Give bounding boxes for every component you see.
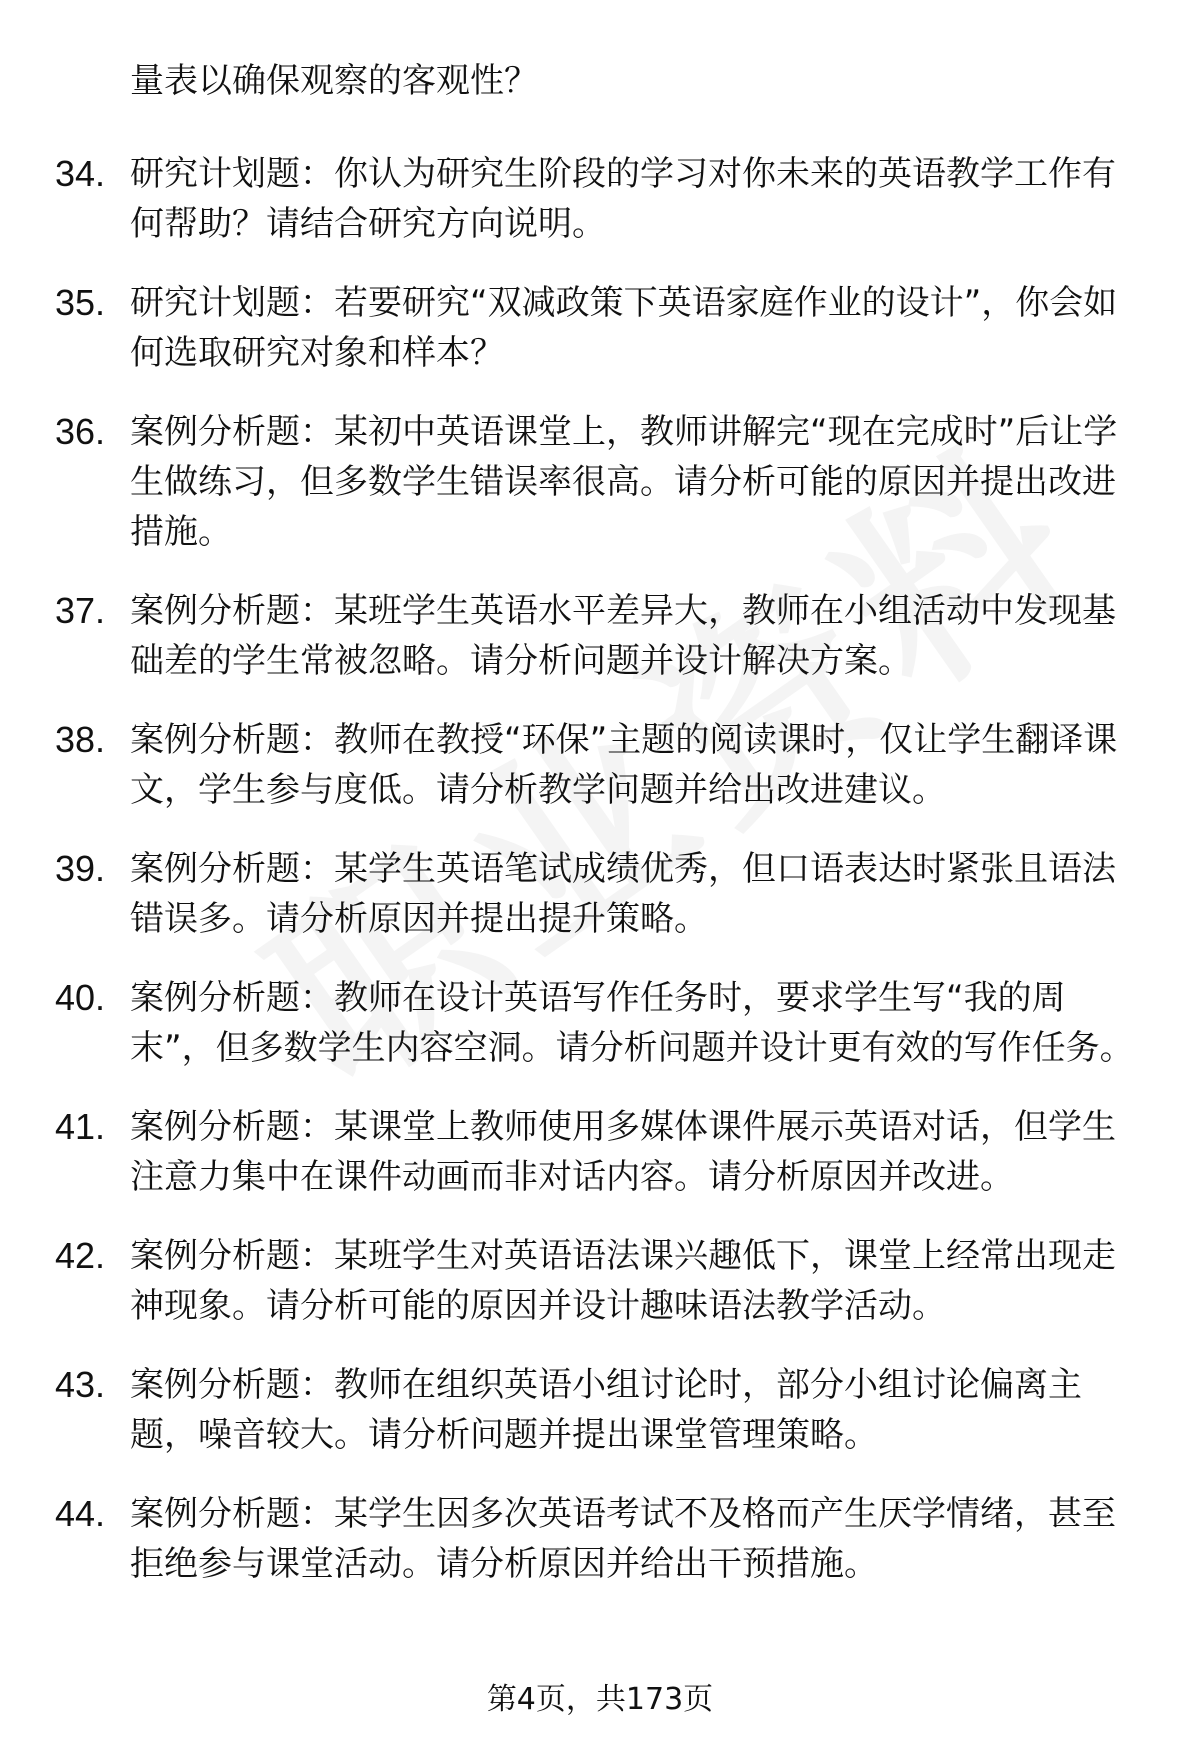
question-item bbox=[0, 149, 1200, 249]
question-item bbox=[0, 586, 1200, 686]
question-number: 43. bbox=[55, 1364, 106, 1405]
question-number: 36. bbox=[55, 411, 106, 452]
question-text: 案例分析题：教师在设计英语写作任务时，要求学生写“我的周末”，但多数学生内容空洞。请分析问题并设计更有效的写作任务。 bbox=[130, 978, 1134, 1068]
question-item bbox=[0, 844, 1200, 944]
question-number: 34. bbox=[55, 153, 106, 194]
question-number: 35. bbox=[55, 282, 106, 323]
question-item bbox=[0, 715, 1200, 815]
question-number: 42. bbox=[55, 1235, 106, 1276]
question-list bbox=[0, 56, 1200, 1618]
question-text: 案例分析题：某班学生对英语语法课兴趣低下，课堂上经常出现走神现象。请分析可能的原因并设计趣味语法教学活动。 bbox=[130, 1236, 1116, 1326]
page-number: 第4页，共173页 bbox=[486, 1682, 714, 1717]
question-continuation: 量表以确保观察的客观性？ bbox=[130, 61, 538, 101]
question-item bbox=[0, 278, 1200, 378]
question-number: 38. bbox=[55, 719, 106, 760]
question-text: 研究计划题：你认为研究生阶段的学习对你未来的英语教学工作有何帮助？请结合研究方向说明。 bbox=[130, 154, 1116, 244]
question-item bbox=[0, 1360, 1200, 1460]
question-number: 39. bbox=[55, 848, 106, 889]
question-item bbox=[0, 1102, 1200, 1202]
question-item bbox=[0, 973, 1200, 1073]
question-text: 案例分析题：教师在教授“环保”主题的阅读课时，仅让学生翻译课文，学生参与度低。请分析教学问题并给出改进建议。 bbox=[130, 720, 1118, 810]
question-number: 37. bbox=[55, 590, 106, 631]
question-number: 44. bbox=[55, 1493, 106, 1534]
question-text: 案例分析题：某初中英语课堂上，教师讲解完“现在完成时”后让学生做练习，但多数学生错误率很高。请分析可能的原因并提出改进措施。 bbox=[130, 412, 1118, 552]
question-text: 案例分析题：某班学生英语水平差异大，教师在小组活动中发现基础差的学生常被忽略。请分析问题并设计解决方案。 bbox=[130, 591, 1116, 681]
question-text: 案例分析题：某学生英语笔试成绩优秀，但口语表达时紧张且语法错误多。请分析原因并提出提升策略。 bbox=[130, 849, 1116, 939]
question-item bbox=[0, 1231, 1200, 1331]
question-text: 研究计划题：若要研究“双减政策下英语家庭作业的设计”，你会如何选取研究对象和样本？ bbox=[130, 283, 1118, 373]
question-number: 41. bbox=[55, 1106, 106, 1147]
question-number: 40. bbox=[55, 977, 106, 1018]
question-item bbox=[0, 407, 1200, 557]
question-text: 案例分析题：教师在组织英语小组讨论时，部分小组讨论偏离主题，噪音较大。请分析问题并提出课堂管理策略。 bbox=[130, 1365, 1082, 1455]
question-item bbox=[0, 1489, 1200, 1589]
question-text: 案例分析题：某学生因多次英语考试不及格而产生厌学情绪，甚至拒绝参与课堂活动。请分析原因并给出干预措施。 bbox=[130, 1494, 1116, 1584]
question-text: 案例分析题：某课堂上教师使用多媒体课件展示英语对话，但学生注意力集中在课件动画而非对话内容。请分析原因并改进。 bbox=[130, 1107, 1116, 1197]
